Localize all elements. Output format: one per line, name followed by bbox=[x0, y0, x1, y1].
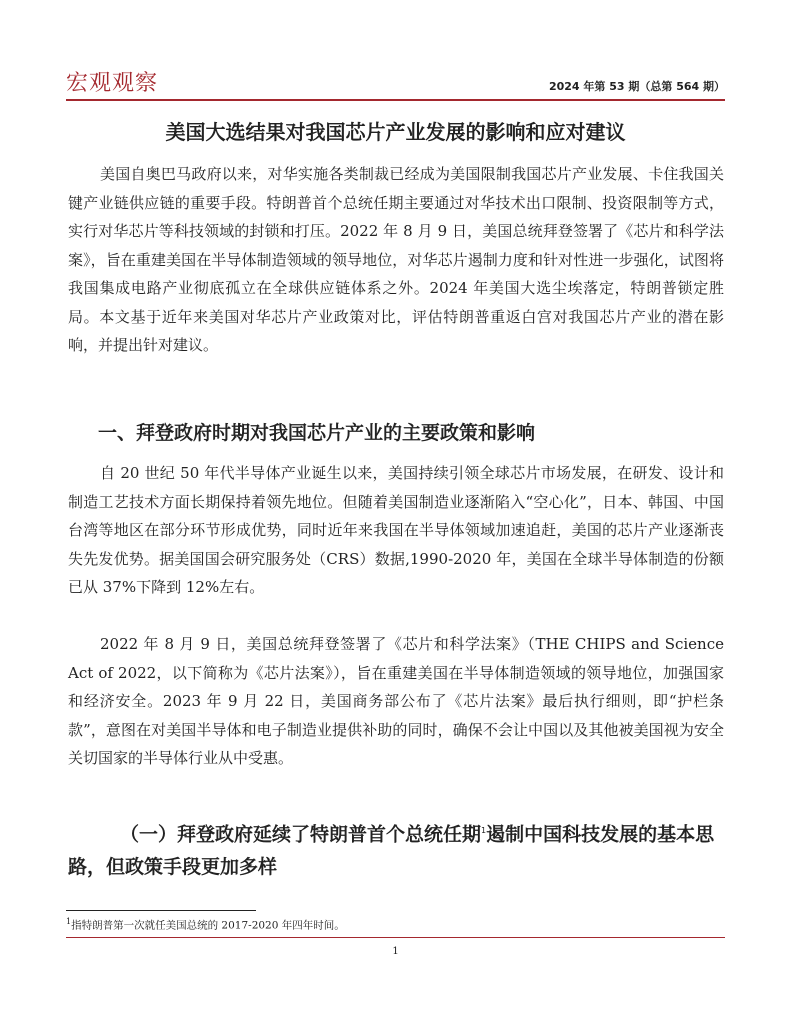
footnote-reference[interactable]: 1 bbox=[481, 826, 487, 835]
section1-paragraph-1: 自 20 世纪 50 年代半导体产业诞生以来，美国持续引领全球芯片市场发展，在研发、设计和制造工艺技术方面长期保持着领先地位。但随着美国制造业逐渐陷入“空心化”，日本、韩国、中国台湾等地区在部分环节形成优势，同时近年来我国在半导体领域加速追赶，美国的芯片产业逐渐丧失先发优势。据美国国会研究服务处（CRS）数据,1990-2020 年，美国在全球半导体制造的份额已从 37%下降到 12%左右。 bbox=[68, 464, 724, 596]
issue-number: 2024 年第 53 期（总第 564 期） bbox=[548, 80, 725, 93]
footer-divider bbox=[66, 937, 725, 938]
footnote-divider bbox=[66, 910, 256, 911]
section1-paragraph-2: 2022 年 8 月 9 日，美国总统拜登签署了《芯片和科学法案》（THE CHIPS and Science Act of 2022，以下简称为《芯片法案》），旨在重建美国在半导体制造领域的领导地位，加强国家和经济安全。2023 年 9 月 22 日，美国商务部公布了《芯片法案》最后执行细则，即“护栏条款”，意图在对美国半导体和电子制造业提供补助的同时，确保不会让中国以及其他被美国视为安全关切国家的半导体行业从中受惠。 bbox=[68, 635, 724, 767]
header-divider bbox=[66, 99, 725, 101]
subsection-heading-part-a: （一）拜登政府延续了特朗普首个总统任期 bbox=[120, 823, 482, 846]
footnote-text: 指特朗普第一次就任美国总统的 2017-2020 年四年时间。 bbox=[71, 919, 345, 932]
report-series-title: 宏观观察 bbox=[66, 71, 159, 96]
subsection-heading-1 bbox=[68, 814, 724, 884]
page-number: 1 bbox=[392, 946, 399, 957]
section-heading-1: 一、拜登政府时期对我国芯片产业的主要政策和影响 bbox=[98, 422, 536, 444]
footnote bbox=[66, 917, 345, 933]
footnote-mark: 1 bbox=[66, 917, 72, 926]
document-title: 美国大选结果对我国芯片产业发展的影响和应对建议 bbox=[165, 120, 626, 144]
intro-paragraph: 美国自奥巴马政府以来，对华实施各类制裁已经成为美国限制我国芯片产业发展、卡住我国关键产业链供应链的重要手段。特朗普首个总统任期主要通过对华技术出口限制、投资限制等方式，实行对华芯片等科技领域的封锁和打压。2022 年 8 月 9 日，美国总统拜登签署了《芯片和科学法案》，旨在重建美国在半导体制造领域的领导地位，对华芯片遏制力度和针对性进一步强化，试图将我国集成电路产业彻底孤立在全球供应链体系之外。2024 年美国大选尘埃落定，特朗普锁定胜局。本文基于近年来美国对华芯片产业政策对比，评估特朗普重返白宫对我国芯片产业的潜在影响，并提出针对建议。 bbox=[68, 165, 724, 354]
subsection-heading-part-b: 遏制中国科技发展的基本思路，但政策手段更加多样 bbox=[68, 823, 715, 879]
